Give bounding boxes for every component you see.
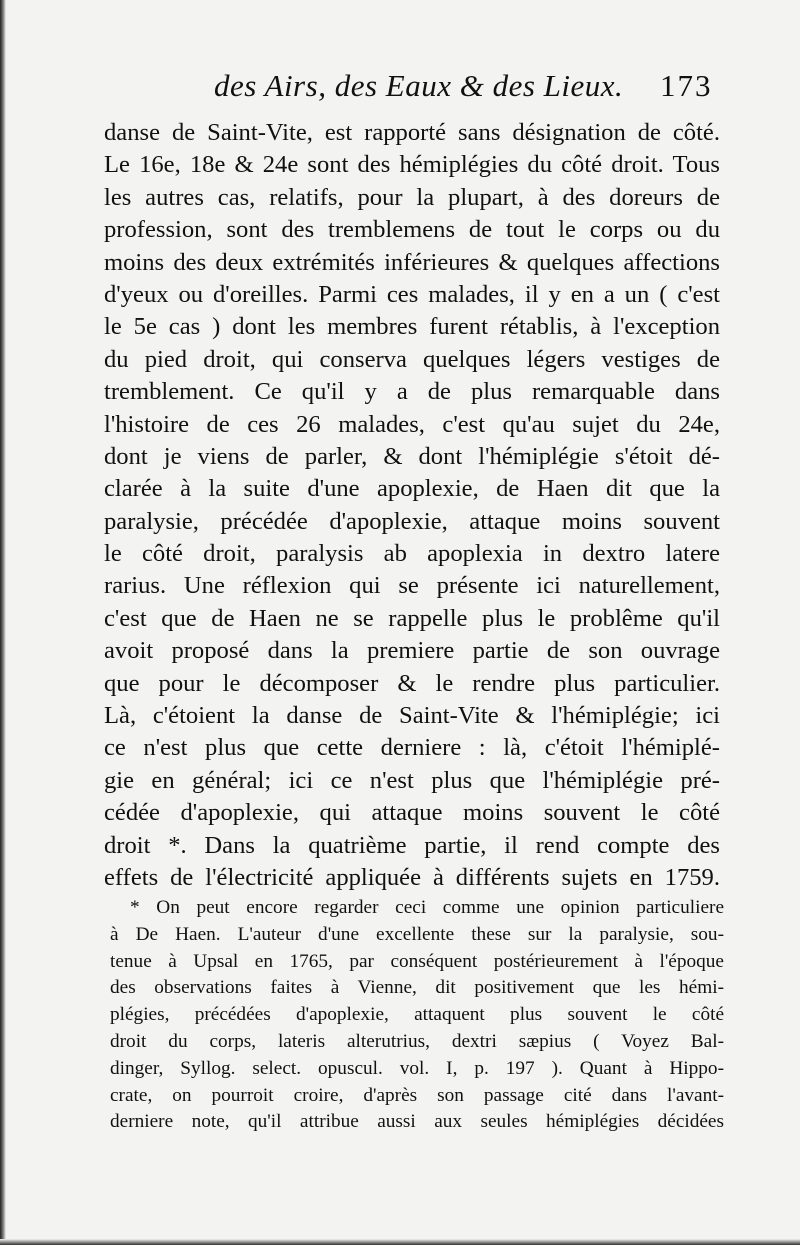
text-line: danse de Saint-Vite, est rapporté sans désignation de côté. (104, 119, 720, 146)
text-line: les autres cas, relatifs, pour la plupart, à des doreurs de (104, 183, 720, 211)
text-line: le côté droit, paralysis ab apoplexia in dextro latere (104, 540, 720, 568)
text-line: c'est que de Haen ne se rappelle plus le problême qu'il (104, 604, 720, 632)
text-line: clarée à la suite d'une apoplexie, de Haen dit que la (104, 475, 720, 503)
main-text (104, 117, 720, 894)
text-line: d'yeux ou d'oreilles. Parmi ces malades, il y en a un ( c'est (104, 280, 720, 308)
text-line: que pour le décomposer & le rendre plus particulier. (104, 669, 720, 697)
text-line: Le 16e, 18e & 24e sont des hémiplégies du côté droit. Tous (104, 151, 720, 179)
page-edge-shadow-bottom (0, 1239, 800, 1245)
text-line: effets de l'électricité appliquée à différents sujets en 1759. (104, 863, 720, 891)
text-line: du pied droit, qui conserva quelques légers vestiges de (104, 345, 720, 373)
text-line: paralysie, précédée d'apoplexie, attaque moins souvent (104, 507, 720, 535)
text-line: tremblement. Ce qu'il y a de plus remarquable dans (104, 378, 720, 406)
footnote-line: crate, on pourroit croire, d'après son passage cité dans l'avant- (110, 1084, 724, 1106)
page-edge-shadow (0, 0, 6, 1245)
footnote-line: des observations faites à Vienne, dit positivement que les hémi- (110, 977, 724, 999)
footnote-line: dinger, Syllog. select. opuscul. vol. I, p. 197 ). Quant à Hippo- (110, 1057, 724, 1079)
text-line: ce n'est plus que cette derniere : là, c'étoit l'hémiplé- (104, 734, 720, 762)
text-line: dont je viens de parler, & dont l'hémiplégie s'étoit dé- (104, 442, 720, 470)
text-line: moins des deux extrémités inférieures & quelques affections (104, 248, 720, 276)
running-title: des Airs, des Eaux & des Lieux. (214, 68, 624, 103)
text-line: cédée d'apoplexie, qui attaque moins souvent le côté (104, 799, 720, 827)
footnote-line: droit du corps, lateris alterutrius, dextri sæpius ( Voyez Bal- (110, 1030, 724, 1052)
footnote-line: à De Haen. L'auteur d'une excellente these sur la paralysie, sou- (110, 923, 724, 945)
text-line: rarius. Une réflexion qui se présente ici naturellement, (104, 572, 720, 600)
page-number: 173 (660, 68, 713, 103)
text-line: le 5e cas ) dont les membres furent rétablis, à l'exception (104, 313, 720, 341)
text-line: profession, sont des tremblemens de tout le corps ou du (104, 216, 720, 244)
footnote (110, 895, 724, 1136)
footnote-line: derniere note, qu'il attribue aussi aux seules hémiplégies décidées (110, 1111, 724, 1133)
page-header (0, 68, 800, 112)
text-line: l'histoire de ces 26 malades, c'est qu'au sujet du 24e, (104, 410, 720, 438)
text-line: droit *. Dans la quatrième partie, il rend compte des (104, 831, 720, 859)
text-line: avoit proposé dans la premiere partie de son ouvrage (104, 637, 720, 665)
footnote-line: * On peut encore regarder ceci comme une opinion particuliere (130, 897, 724, 918)
footnote-line: plégies, précédées d'apoplexie, attaquent plus souvent le côté (110, 1004, 724, 1026)
text-line: Là, c'étoient la danse de Saint-Vite & l'hémiplégie; ici (104, 702, 720, 730)
text-line: gie en général; ici ce n'est plus que l'hémiplégie pré- (104, 766, 720, 794)
footnote-line: tenue à Upsal en 1765, par conséquent postérieurement à l'époque (110, 950, 724, 972)
